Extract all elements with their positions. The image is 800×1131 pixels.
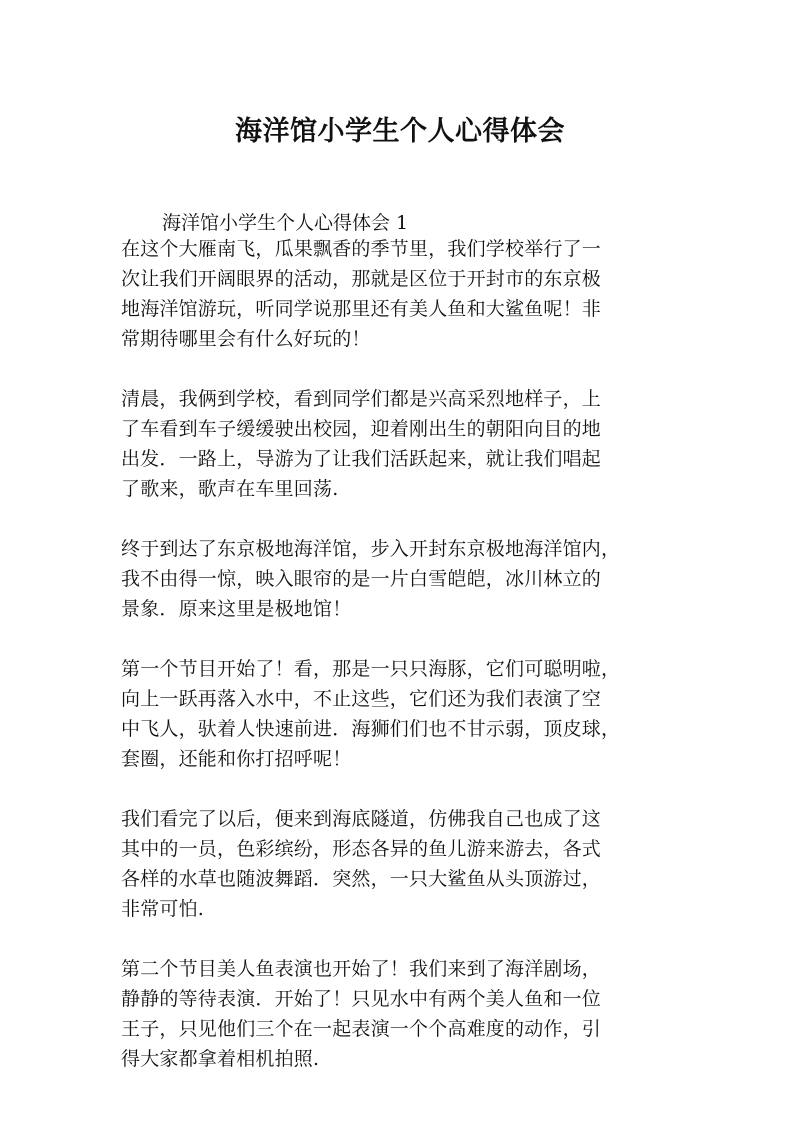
text-line: 地海洋馆游玩，听同学说那里还有美人鱼和大鲨鱼呢！非 xyxy=(121,298,602,320)
text-line: 得大家都拿着相机拍照. xyxy=(121,1048,320,1070)
text-line: 其中的一员，色彩缤纷，形态各异的鱼儿游来游去，各式 xyxy=(121,838,602,860)
text-line: 了歌来，歌声在车里回荡. xyxy=(121,478,339,500)
text-line: 向上一跃再落入水中，不止这些，它们还为我们表演了空 xyxy=(121,688,602,710)
paragraph xyxy=(121,804,681,924)
paragraph xyxy=(121,954,681,1074)
document-body xyxy=(121,234,681,1104)
text-line: 套圈，还能和你打招呼呢！ xyxy=(121,748,352,770)
paragraph xyxy=(121,384,681,504)
text-line: 我们看完了以后，便来到海底隧道，仿佛我自己也成了这 xyxy=(121,808,602,830)
text-line: 终于到达了东京极地海洋馆，步入开封东京极地海洋馆内， xyxy=(121,538,621,560)
text-line: 第二个节目美人鱼表演也开始了！我们来到了海洋剧场， xyxy=(121,958,602,980)
text-line: 景象．原来这里是极地馆！ xyxy=(121,598,352,620)
paragraph xyxy=(121,234,681,354)
text-line: 常期待哪里会有什么好玩的！ xyxy=(121,328,371,350)
text-line: 王子，只见他们三个在一起表演一个个高难度的动作，引 xyxy=(121,1018,602,1040)
text-line: 我不由得一惊，映入眼帘的是一片白雪皑皑，冰川林立的 xyxy=(121,568,602,590)
text-line: 第一个节目开始了！看，那是一只只海豚，它们可聪明啦， xyxy=(121,658,621,680)
text-line: 清晨，我俩到学校，看到同学们都是兴高采烈地样子，上 xyxy=(121,388,602,410)
text-line: 各样的水草也随波舞蹈．突然，一只大鲨鱼从头顶游过， xyxy=(121,868,602,890)
text-line: 中飞人，驮着人快速前进．海狮们们也不甘示弱，顶皮球， xyxy=(121,718,621,740)
section-subtitle: 海洋馆小学生个人心得体会 1 xyxy=(162,212,409,234)
text-line: 出发．一路上，导游为了让我们活跃起来，就让我们唱起 xyxy=(121,448,602,470)
document-title: 海洋馆小学生个人心得体会 xyxy=(235,116,565,147)
text-line: 次让我们开阔眼界的活动，那就是区位于开封市的东京极 xyxy=(121,268,602,290)
text-line: 非常可怕. xyxy=(121,898,205,920)
paragraph xyxy=(121,654,681,774)
text-line: 在这个大雁南飞，瓜果飘香的季节里，我们学校举行了一 xyxy=(121,238,602,260)
text-line: 静静的等待表演．开始了！只见水中有两个美人鱼和一位 xyxy=(121,988,602,1010)
paragraph xyxy=(121,534,681,624)
text-line: 了车看到车子缓缓驶出校园，迎着刚出生的朝阳向目的地 xyxy=(121,418,602,440)
